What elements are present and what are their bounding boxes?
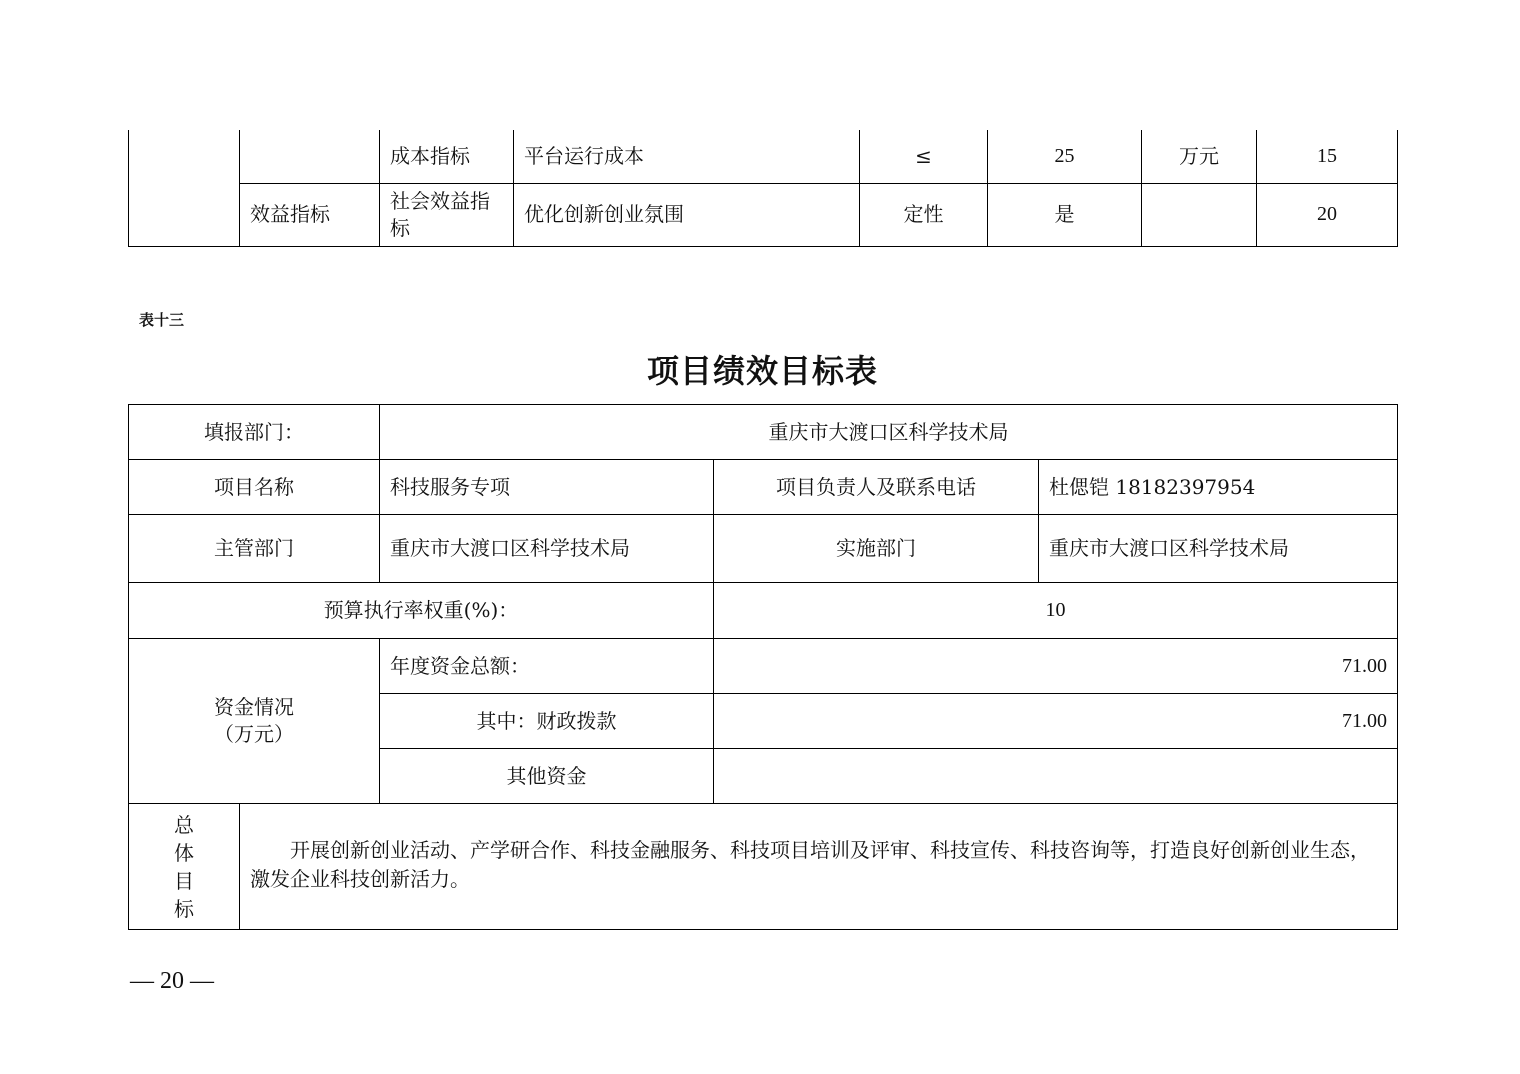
implementer-value: 重庆市大渡口区科学技术局	[1039, 515, 1398, 583]
implementer-label: 实施部门	[714, 515, 1039, 583]
project-name-label: 项目名称	[129, 460, 380, 515]
annual-total-label: 年度资金总额：	[380, 639, 714, 694]
table-row	[129, 639, 1398, 694]
table-row	[129, 460, 1398, 515]
goal-label-char: 标	[174, 896, 194, 921]
subcategory-cell: 社会效益指标	[380, 183, 514, 246]
unit-cell	[1142, 183, 1257, 246]
page-number: — 20 —	[130, 968, 214, 994]
category-cell: 效益指标	[240, 183, 380, 246]
supervisor-label: 主管部门	[129, 515, 380, 583]
indicator-cell: 平台运行成本	[514, 130, 860, 183]
overall-goal-label	[129, 804, 240, 930]
goal-label-char: 体	[174, 840, 194, 865]
blank-cell	[129, 130, 240, 246]
fiscal-value: 71.00	[714, 694, 1398, 749]
annual-total-value: 71.00	[714, 639, 1398, 694]
operator-cell: ≤	[860, 130, 988, 183]
table-number: 表十三	[139, 311, 185, 329]
previous-indicator-table	[128, 130, 1398, 247]
reporting-dept-value: 重庆市大渡口区科学技术局	[380, 405, 1398, 460]
category-cell	[240, 130, 380, 183]
table-row	[129, 405, 1398, 460]
score-cell: 15	[1257, 130, 1398, 183]
supervisor-value: 重庆市大渡口区科学技术局	[380, 515, 714, 583]
overall-goal-text: 开展创新创业活动、产学研合作、科技金融服务、科技项目培训及评审、科技宣传、科技咨询等，打造良好创新创业生态，激发企业科技创新活力。	[240, 804, 1398, 930]
fiscal-label: 其中：财政拨款	[380, 694, 714, 749]
funds-label	[129, 639, 380, 804]
goal-label-char: 目	[174, 868, 194, 893]
unit-cell: 万元	[1142, 130, 1257, 183]
contact-label: 项目负责人及联系电话	[714, 460, 1039, 515]
contact-value: 杜偲铠 18182397954	[1039, 460, 1398, 515]
operator-cell: 定性	[860, 183, 988, 246]
indicator-cell: 优化创新创业氛围	[514, 183, 860, 246]
other-funds-value	[714, 749, 1398, 804]
score-cell: 20	[1257, 183, 1398, 246]
target-cell: 25	[988, 130, 1142, 183]
funds-label-line1: 资金情况	[214, 695, 294, 719]
subcategory-cell: 成本指标	[380, 130, 514, 183]
page-title: 项目绩效目标表	[646, 352, 878, 390]
funds-label-line2: （万元）	[214, 722, 294, 746]
table-row	[129, 515, 1398, 583]
table-row	[129, 804, 1398, 930]
target-cell: 是	[988, 183, 1142, 246]
table-row	[129, 183, 1398, 246]
project-name-value: 科技服务专项	[380, 460, 714, 515]
reporting-dept-label: 填报部门：	[129, 405, 380, 460]
table-row	[129, 130, 1398, 183]
other-funds-label: 其他资金	[380, 749, 714, 804]
performance-target-table	[128, 404, 1398, 930]
budget-rate-value: 10	[714, 583, 1398, 639]
budget-rate-label: 预算执行率权重(%)：	[129, 583, 714, 639]
table-row	[129, 583, 1398, 639]
goal-label-char: 总	[174, 812, 194, 837]
